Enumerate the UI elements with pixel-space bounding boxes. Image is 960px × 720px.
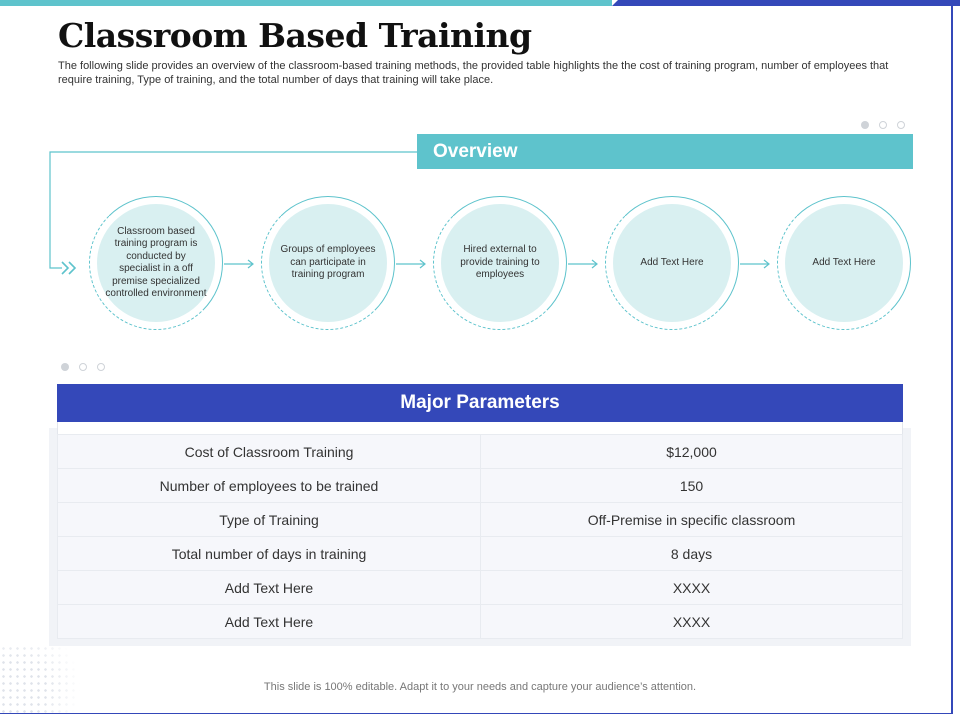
dot-icon bbox=[79, 363, 87, 371]
double-chevron-icon bbox=[62, 262, 75, 274]
step-3: Hired external to provide training to employees bbox=[441, 204, 559, 322]
dot-icon bbox=[61, 363, 69, 371]
decorative-dots-middle bbox=[61, 363, 105, 371]
table-row bbox=[58, 435, 903, 469]
parameter-label: Add Text Here bbox=[58, 571, 481, 605]
parameter-value: XXXX bbox=[481, 605, 903, 639]
bottom-border-line bbox=[0, 713, 953, 714]
parameters-spacer bbox=[57, 422, 903, 434]
footer-note: This slide is 100% editable. Adapt it to your needs and capture your audience’s attention. bbox=[263, 681, 697, 693]
parameter-label: Total number of days in training bbox=[58, 537, 481, 571]
slide-title: Classroom Based Training bbox=[58, 16, 532, 55]
step-5: Add Text Here bbox=[785, 204, 903, 322]
step-1: Classroom based training program is conducted by specialist in a off premise specialized controlled environment bbox=[97, 204, 215, 322]
parameters-table bbox=[57, 434, 903, 639]
step-4: Add Text Here bbox=[613, 204, 731, 322]
parameter-value: 150 bbox=[481, 469, 903, 503]
table-row bbox=[58, 469, 903, 503]
parameter-label: Cost of Classroom Training bbox=[58, 435, 481, 469]
table-row bbox=[58, 503, 903, 537]
table-row bbox=[58, 605, 903, 639]
table-row bbox=[58, 571, 903, 605]
table-row bbox=[58, 537, 903, 571]
parameter-value: $12,000 bbox=[481, 435, 903, 469]
parameter-value: XXXX bbox=[481, 571, 903, 605]
dot-icon bbox=[97, 363, 105, 371]
parameters-header: Major Parameters bbox=[57, 384, 903, 422]
slide-subtitle: The following slide provides an overview of the classroom-based training methods, the provided table highlights the the cost of training program, number of employees that require training, Type of training, and the total number of days that training will take place. bbox=[58, 60, 889, 86]
parameter-label: Type of Training bbox=[58, 503, 481, 537]
parameter-label: Number of employees to be trained bbox=[58, 469, 481, 503]
parameter-value: Off-Premise in specific classroom bbox=[481, 503, 903, 537]
halftone-decoration bbox=[0, 645, 90, 715]
step-2: Groups of employees can participate in training program bbox=[269, 204, 387, 322]
overview-label: Overview bbox=[433, 141, 518, 162]
parameter-label: Add Text Here bbox=[58, 605, 481, 639]
parameter-value: 8 days bbox=[481, 537, 903, 571]
